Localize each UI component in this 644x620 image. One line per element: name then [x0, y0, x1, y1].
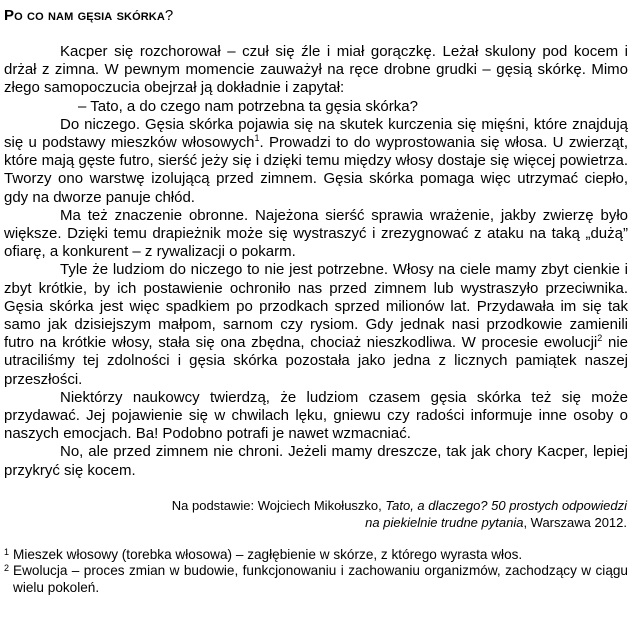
footnotes: [4, 547, 628, 597]
footnote-ref-2: 2: [597, 333, 603, 344]
source-citation: [4, 497, 628, 531]
source-line-2: [4, 514, 627, 531]
source-line-1: [4, 497, 627, 514]
paragraph-4-text-before: Tyle że ludziom do niczego to nie jest potrzebne. Włosy na ciele mamy zbyt cienkie i zbyt krótkie, by ich postawienie ochroniło nas przed zimnem lub wystraszyło przeciwnika. Gęsia skórka jest więc spadkiem po przodkach sprzed milionów lat. Przydawała im się tak samo jak dzisiejszym małpom, sarnom czy rysiom. Gdy jednak nasi przodkowie zamienili futro na krótkie włosy, stała się ona zbędna, chociaż nieszkodliwa. W procesie ewolucji: [4, 261, 628, 352]
paragraph-2-text-after: . Prowadzi to do wyprostowania się włosa. U zwierząt, które mają gęste futro, sierść jeży się i dzięki temu między włosy dostaje się więcej powietrza. Tworzy ono warstwę izolującą przed zimnem. Gęsia skórka pomaga więc utrzymać ciepło, gdy na dworze panuje chłód.: [4, 134, 628, 206]
footnote-1-text: Mieszek włosowy (torebka włosowa) – zagłębienie w skórze, z którego wyrasta włos.: [13, 546, 523, 562]
footnote-ref-1: 1: [254, 133, 260, 144]
footnote-2-text: Ewolucja – proces zmian w budowie, funkcjonowaniu i zachowaniu organizmów, zachodzący w ciągu wielu pokoleń.: [13, 563, 628, 595]
source-title-part-1: Tato, a dlaczego? 50 prostych odpowiedzi: [385, 497, 627, 513]
paragraph-3: Ma też znaczenie obronne. Najeżona sierść sprawia wrażenie, jakby zwierzę było większe. Dzięki temu drapieżnik może się wystraszyć i zrezygnować z ataku na taką „dużą” ofiarę, a konkurent – z rywalizacji o pokarm.: [4, 206, 628, 261]
dialog-line: – Tato, a do czego nam potrzebna ta gęsia skórka?: [78, 97, 418, 115]
paragraph-5: Niektórzy naukowcy twierdzą, że ludziom czasem gęsia skórka też się może przydawać. Jej pojawienie się w chwilach lęku, gniewu czy radości informuje inne osoby o naszych emocjach. Ba! Podobno potrafi je nawet wzmacniać.: [4, 388, 628, 443]
paragraph-1: Kacper się rozchorował – czuł się źle i miał gorączkę. Leżał skulony pod kocem i drżał z zimna. W pewnym momencie zauważył na ręce drobne grudki – gęsią skórkę. Mimo złego samopoczucia obejrzał ją dokładnie i zapytał:: [4, 43, 628, 97]
paragraph-4: [4, 261, 628, 388]
source-title-part-2: na piekielnie trudne pytania: [365, 514, 524, 530]
footnote-2-number: 2: [4, 563, 10, 574]
paragraph-4-text-after: nie utraciliśmy tej zdolności i gęsia skórka pozostała jako jedna z licznych pamiątek naszej przeszłości.: [4, 334, 629, 388]
document-title: [4, 6, 628, 26]
source-suffix: , Warszawa 2012.: [523, 514, 627, 530]
paragraph-2-text-before: Do niczego. Gęsia skórka pojawia się na skutek kurczenia się mięśni, które znajdują się u podstawy mieszków włosowych: [4, 115, 628, 152]
title-text: Po co nam gęsia skórka: [4, 7, 165, 24]
article-body: [4, 43, 628, 480]
title-question-mark: ?: [164, 7, 174, 24]
source-prefix: Na podstawie: Wojciech Mikołuszko,: [171, 497, 386, 513]
document-page: [4, 6, 628, 596]
paragraph-6: No, ale przed zimnem nie chroni. Jeżeli mamy dreszcze, tak jak chory Kacper, lepiej przykryć się kocem.: [4, 443, 628, 479]
paragraph-2: [4, 116, 628, 207]
footnote-2: [4, 563, 628, 596]
footnote-1-number: 1: [4, 546, 10, 557]
footnote-1: [4, 547, 628, 564]
